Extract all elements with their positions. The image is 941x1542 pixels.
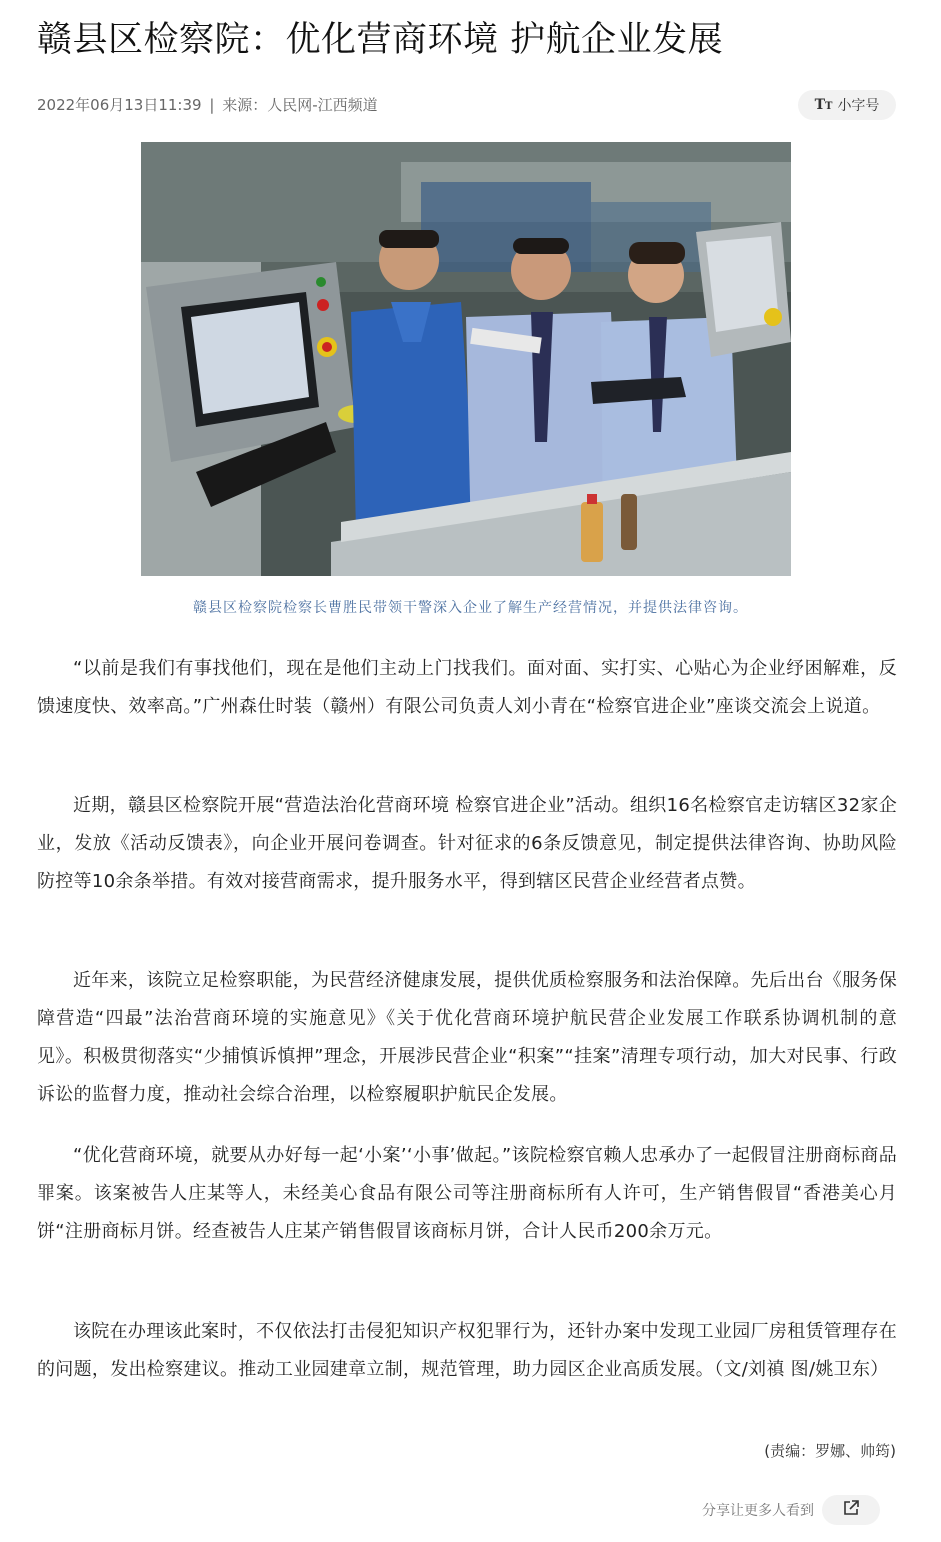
image-caption: 赣县区检察院检察长曹胜民带领干警深入企业了解生产经营情况，并提供法律咨询。 [193,600,748,616]
article-photo [141,142,791,576]
editor-credit: (责编：罗娜、帅筠) [764,1442,896,1460]
paragraph-5: 该院在办理该此案时，不仅依法打击侵犯知识产权犯罪行为，还针办案中发现工业园厂房租赁管理存在的问题，发出检察建议。推动工业园建章立制，规范管理，助力园区企业高质发展。（文/刘禛 图/姚卫东） [37,1321,897,1380]
article-meta [37,92,378,118]
share-external-icon [842,1499,860,1521]
meta-separator: | [209,96,215,114]
share-section [702,1495,880,1525]
article-source: 来源：人民网-江西频道 [222,96,378,114]
article-title: 赣县区检察院：优化营商环境 护航企业发展 [37,20,724,60]
paragraph-2: 近期，赣县区检察院开展“营造法治化营商环境 检察官进企业”活动。组织16名检察官走访辖区32家企业，发放《活动反馈表》，向企业开展问卷调查。针对征求的6条反馈意见，制定提供法律咨询、协助风险防控等10余条举措。有效对接营商需求，提升服务水平，得到辖区民营企业经营者点赞。 [37,795,897,892]
share-button[interactable] [822,1495,880,1525]
paragraph-4: “优化营商环境，就要从办好每一起‘小案’‘小事’做起。”该院检察官赖人忠承办了一起假冒注册商标商品罪案。该案被告人庄某等人，未经美心食品有限公司等注册商标所有人许可，生产销售假冒“香港美心月饼“注册商标月饼。经查被告人庄某产销售假冒该商标月饼，合计人民币200余万元。 [37,1145,897,1242]
paragraph-1: “以前是我们有事找他们，现在是他们主动上门找我们。面对面、实打实、心贴心为企业纾困解难，反馈速度快、效率高。”广州森仕时装（赣州）有限公司负责人刘小青在“检察官进企业”座谈交流会上说道。 [37,658,897,717]
share-prompt: 分享让更多人看到 [702,1503,814,1519]
paragraph-3: 近年来，该院立足检察职能，为民营经济健康发展，提供优质检察服务和法治保障。先后出台《服务保障营造“四最”法治营商环境的实施意见》《关于优化营商环境护航民营企业发展工作联系协调机制的意见》。积极贯彻落实“少捕慎诉慎押”理念，开展涉民营企业“积案”“挂案”清理专项行动，加大对民事、行政诉讼的监督力度，推动社会综合治理，以检察履职护航民企发展。 [37,970,897,1105]
text-size-icon: TT [814,97,833,113]
font-size-toggle-label: 小字号 [837,98,880,114]
font-size-toggle-button[interactable] [798,90,896,120]
publish-datetime: 2022年06月13日11:39 [37,96,202,114]
